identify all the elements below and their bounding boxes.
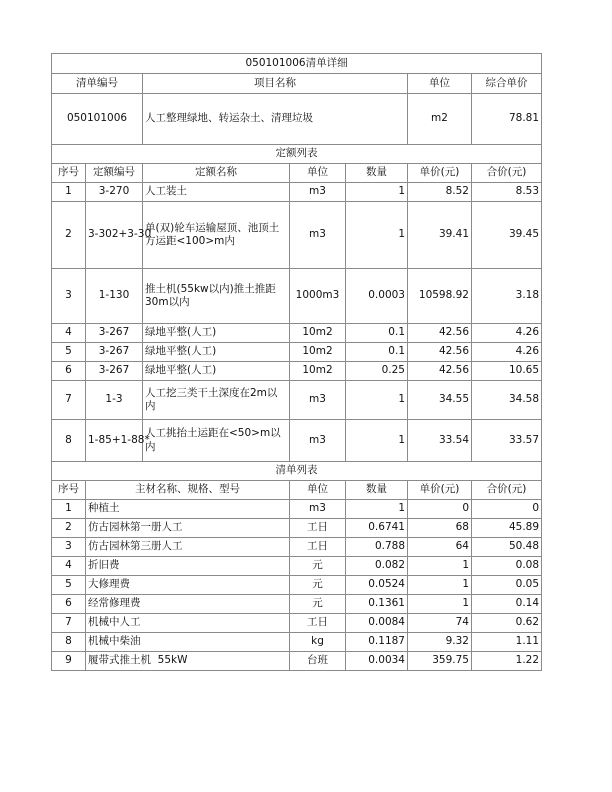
material-name: 仿古园林第三册人工 [86, 538, 290, 557]
quota-code: 3-302+3-30 [86, 202, 143, 269]
material-unit-price: 1 [408, 557, 472, 576]
material-seq: 6 [52, 595, 86, 614]
material-unit-price: 1 [408, 595, 472, 614]
quota-row [52, 183, 542, 202]
material-unit-price: 0 [408, 500, 472, 519]
quota-code: 3-267 [86, 362, 143, 381]
quota-header-code: 定额编号 [86, 164, 143, 183]
material-total: 45.89 [472, 519, 542, 538]
material-total: 1.22 [472, 652, 542, 671]
quota-qty: 1 [346, 183, 408, 202]
material-total: 0.08 [472, 557, 542, 576]
quota-row [52, 324, 542, 343]
quota-name: 推土机(55kw以内)推土推距30m以内 [143, 269, 290, 324]
quota-unit: m3 [290, 183, 346, 202]
material-seq: 9 [52, 652, 86, 671]
quota-total: 34.58 [472, 381, 542, 420]
quota-unit: 10m2 [290, 343, 346, 362]
quota-row [52, 343, 542, 362]
quota-seq: 5 [52, 343, 86, 362]
item-price: 78.81 [472, 94, 542, 145]
item-header-code: 清单编号 [52, 74, 143, 94]
material-total: 0.05 [472, 576, 542, 595]
quota-unit: m3 [290, 420, 346, 462]
material-unit-price: 64 [408, 538, 472, 557]
material-name: 折旧费 [86, 557, 290, 576]
material-unit-price: 9.32 [408, 633, 472, 652]
quota-unit-price: 39.41 [408, 202, 472, 269]
quota-unit-price: 8.52 [408, 183, 472, 202]
material-header-name: 主材名称、规格、型号 [86, 481, 290, 500]
material-header-total: 合价(元) [472, 481, 542, 500]
quota-total: 4.26 [472, 324, 542, 343]
quota-unit-price: 42.56 [408, 362, 472, 381]
material-seq: 7 [52, 614, 86, 633]
quota-code: 3-270 [86, 183, 143, 202]
quota-qty: 1 [346, 420, 408, 462]
quota-seq: 3 [52, 269, 86, 324]
material-row [52, 538, 542, 557]
material-total: 0 [472, 500, 542, 519]
quota-unit: 10m2 [290, 324, 346, 343]
material-qty: 0.082 [346, 557, 408, 576]
quota-code: 1-130 [86, 269, 143, 324]
material-row [52, 557, 542, 576]
quota-total: 8.53 [472, 183, 542, 202]
quota-seq: 4 [52, 324, 86, 343]
material-qty: 0.1187 [346, 633, 408, 652]
quota-seq: 6 [52, 362, 86, 381]
quota-seq: 7 [52, 381, 86, 420]
detail-sheet [51, 53, 542, 671]
material-total: 1.11 [472, 633, 542, 652]
quota-code: 1-85+1-88* [86, 420, 143, 462]
quota-qty: 0.25 [346, 362, 408, 381]
material-header-qty: 数量 [346, 481, 408, 500]
quota-total: 39.45 [472, 202, 542, 269]
quota-unit: m3 [290, 381, 346, 420]
material-qty: 0.6741 [346, 519, 408, 538]
material-unit: 台班 [290, 652, 346, 671]
material-seq: 1 [52, 500, 86, 519]
quota-code: 3-267 [86, 324, 143, 343]
quota-unit: 10m2 [290, 362, 346, 381]
material-name: 经常修理费 [86, 595, 290, 614]
material-row [52, 652, 542, 671]
material-qty: 0.0524 [346, 576, 408, 595]
material-name: 履带式推土机 55kW [86, 652, 290, 671]
quota-code: 3-267 [86, 343, 143, 362]
material-name: 种植土 [86, 500, 290, 519]
material-total: 0.62 [472, 614, 542, 633]
quota-total: 33.57 [472, 420, 542, 462]
quota-qty: 0.1 [346, 343, 408, 362]
quota-row [52, 420, 542, 462]
material-qty: 0.0034 [346, 652, 408, 671]
material-row [52, 519, 542, 538]
quota-name: 人工挑抬土运距在<50>m以内 [143, 420, 290, 462]
sheet-title: 050101006清单详细 [52, 54, 542, 74]
quota-row [52, 202, 542, 269]
item-code: 050101006 [52, 94, 143, 145]
quota-qty: 1 [346, 381, 408, 420]
quota-name: 绿地平整(人工) [143, 324, 290, 343]
quota-seq: 2 [52, 202, 86, 269]
material-unit: 元 [290, 576, 346, 595]
material-name: 仿古园林第一册人工 [86, 519, 290, 538]
quota-row [52, 381, 542, 420]
material-row [52, 500, 542, 519]
quota-total: 10.65 [472, 362, 542, 381]
material-unit: 元 [290, 557, 346, 576]
quota-row [52, 269, 542, 324]
material-unit: 工日 [290, 519, 346, 538]
material-section-title: 清单列表 [52, 462, 542, 481]
quota-header-unit-price: 单价(元) [408, 164, 472, 183]
material-seq: 5 [52, 576, 86, 595]
material-unit: 工日 [290, 538, 346, 557]
material-unit: kg [290, 633, 346, 652]
material-name: 大修理费 [86, 576, 290, 595]
material-row [52, 633, 542, 652]
quota-name: 单(双)轮车运输屋顶、池顶土方运距<100>m内 [143, 202, 290, 269]
material-unit-price: 1 [408, 576, 472, 595]
quota-total: 3.18 [472, 269, 542, 324]
material-row [52, 614, 542, 633]
quota-name: 人工装土 [143, 183, 290, 202]
item-name: 人工整理绿地、转运杂土、清理垃圾 [143, 94, 408, 145]
material-row [52, 576, 542, 595]
quota-name: 绿地平整(人工) [143, 362, 290, 381]
quota-unit-price: 42.56 [408, 343, 472, 362]
material-header-unit-price: 单价(元) [408, 481, 472, 500]
quota-qty: 0.1 [346, 324, 408, 343]
quota-name: 绿地平整(人工) [143, 343, 290, 362]
material-qty: 0.1361 [346, 595, 408, 614]
quota-code: 1-3 [86, 381, 143, 420]
material-name: 机械中人工 [86, 614, 290, 633]
material-qty: 0.788 [346, 538, 408, 557]
quota-header-total: 合价(元) [472, 164, 542, 183]
quota-name: 人工挖三类干土深度在2m以内 [143, 381, 290, 420]
item-unit: m2 [408, 94, 472, 145]
material-header-seq: 序号 [52, 481, 86, 500]
material-qty: 0.0084 [346, 614, 408, 633]
material-seq: 3 [52, 538, 86, 557]
quota-unit-price: 10598.92 [408, 269, 472, 324]
quota-section-title: 定额列表 [52, 145, 542, 164]
quota-header-name: 定额名称 [143, 164, 290, 183]
material-seq: 4 [52, 557, 86, 576]
material-total: 0.14 [472, 595, 542, 614]
material-header-unit: 单位 [290, 481, 346, 500]
item-header-unit: 单位 [408, 74, 472, 94]
material-qty: 1 [346, 500, 408, 519]
item-header-price: 综合单价 [472, 74, 542, 94]
material-row [52, 595, 542, 614]
quota-header-seq: 序号 [52, 164, 86, 183]
quota-qty: 1 [346, 202, 408, 269]
material-unit: 工日 [290, 614, 346, 633]
material-seq: 2 [52, 519, 86, 538]
material-unit-price: 74 [408, 614, 472, 633]
quota-seq: 8 [52, 420, 86, 462]
material-unit: m3 [290, 500, 346, 519]
quota-unit-price: 42.56 [408, 324, 472, 343]
quota-unit-price: 34.55 [408, 381, 472, 420]
quota-row [52, 362, 542, 381]
quota-seq: 1 [52, 183, 86, 202]
material-seq: 8 [52, 633, 86, 652]
quota-unit: m3 [290, 202, 346, 269]
quota-unit: 1000m3 [290, 269, 346, 324]
quota-unit-price: 33.54 [408, 420, 472, 462]
quota-header-unit: 单位 [290, 164, 346, 183]
item-header-name: 项目名称 [143, 74, 408, 94]
material-unit: 元 [290, 595, 346, 614]
quota-total: 4.26 [472, 343, 542, 362]
material-unit-price: 359.75 [408, 652, 472, 671]
quota-qty: 0.0003 [346, 269, 408, 324]
material-name: 机械中柴油 [86, 633, 290, 652]
material-unit-price: 68 [408, 519, 472, 538]
quota-header-qty: 数量 [346, 164, 408, 183]
material-total: 50.48 [472, 538, 542, 557]
